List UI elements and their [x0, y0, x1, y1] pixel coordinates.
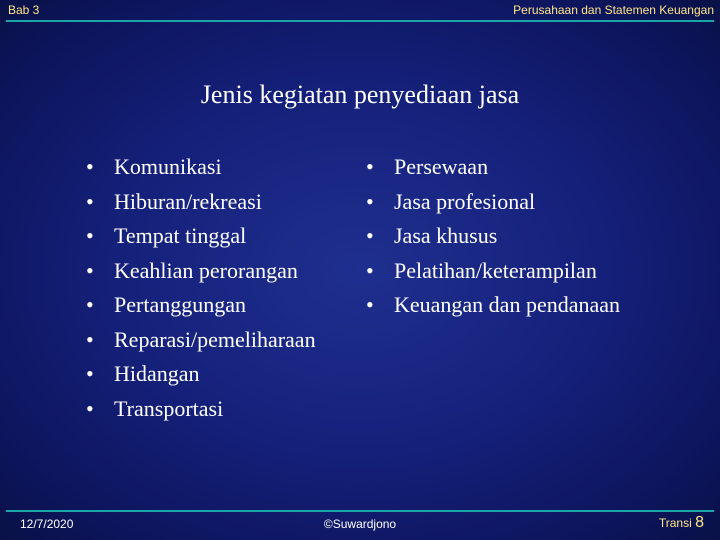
footer-author: ©Suwardjono [323, 517, 397, 531]
list-item [86, 150, 316, 185]
list-item-label: Pelatihan/keterampilan [394, 257, 597, 283]
list-item [366, 288, 620, 323]
list-item-label: Persewaan [394, 154, 489, 179]
list-item-label: Tempat tinggal [114, 223, 247, 248]
list-item-label: Reparasi/pemeliharaan [114, 326, 316, 352]
chapter-label: Bab 3 [8, 3, 40, 17]
bullet-icon: • [86, 361, 94, 386]
list-item-label: Komunikasi [114, 154, 222, 179]
list-item-label: Keahlian perorangan [114, 257, 298, 283]
slide-number [659, 514, 704, 532]
bullet-icon: • [366, 223, 374, 248]
bullet-icon: • [86, 292, 94, 317]
right-service-list [366, 150, 620, 323]
list-item-label: Keuangan dan pendanaan [394, 292, 621, 317]
bullet-icon: • [366, 257, 374, 283]
slide-number-label: Transi [658, 516, 692, 530]
bullet-icon: • [86, 188, 94, 214]
list-item [86, 254, 316, 289]
list-item-label: Transportasi [114, 395, 224, 421]
footer-date: 12/7/2020 [20, 517, 74, 531]
list-item [86, 185, 316, 220]
bottom-divider [6, 510, 714, 512]
bullet-icon: • [366, 292, 374, 317]
list-item [366, 254, 620, 289]
list-item [86, 357, 316, 392]
bullet-icon: • [86, 154, 94, 179]
list-item [86, 323, 316, 358]
topic-label: Perusahaan dan Statemen Keuangan [513, 3, 714, 17]
bullet-icon: • [86, 257, 94, 283]
list-item-label: Hiburan/rekreasi [114, 188, 262, 214]
slide-number-value: 8 [695, 514, 704, 531]
bullet-icon: • [86, 326, 94, 352]
list-item [366, 219, 620, 254]
left-service-list [86, 150, 316, 426]
bullet-icon: • [366, 188, 374, 214]
list-item-label: Jasa khusus [394, 223, 498, 248]
bullet-icon: • [366, 154, 374, 179]
bullet-icon: • [86, 395, 94, 421]
list-item [86, 288, 316, 323]
list-item [86, 392, 316, 427]
list-item [366, 185, 620, 220]
list-item-label: Hidangan [114, 361, 200, 386]
list-item [366, 150, 620, 185]
bullet-icon: • [86, 223, 94, 248]
list-item-label: Pertanggungan [114, 292, 246, 317]
list-item-label: Jasa profesional [394, 188, 536, 214]
slide-title: Jenis kegiatan penyediaan jasa [200, 80, 520, 109]
top-divider [6, 20, 714, 22]
list-item [86, 219, 316, 254]
